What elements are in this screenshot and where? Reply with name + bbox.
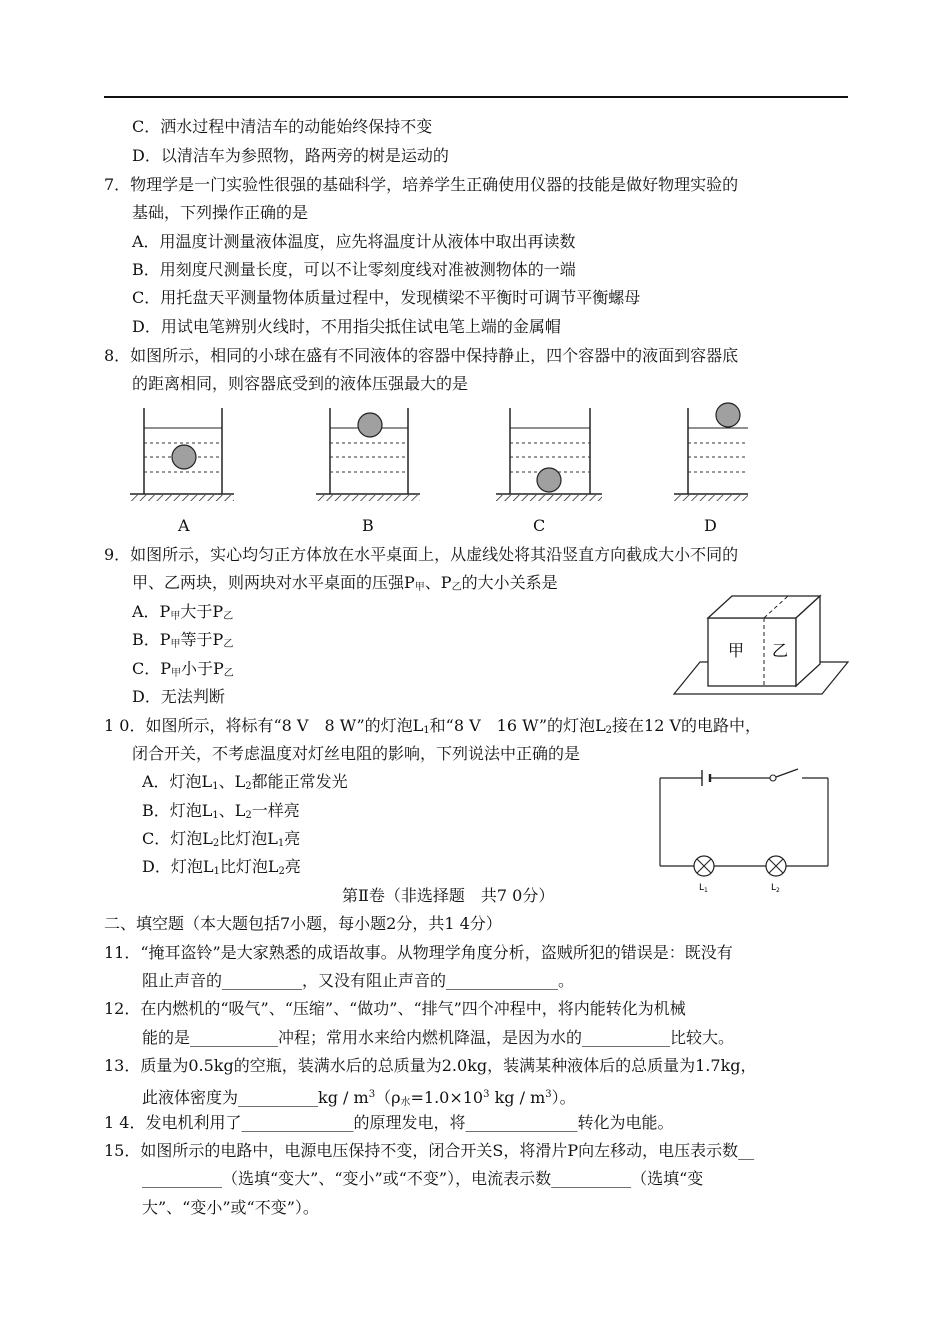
container-a xyxy=(130,408,234,501)
lamp-l2-label: $L_2$ xyxy=(771,883,780,894)
q9-option-d: D．无法判断 xyxy=(132,687,225,706)
q15-line1: 15．如图所示的电路中，电源电压保持不变，闭合开关S，将滑片P向左移动，电压表示数__ xyxy=(104,1141,755,1160)
q9-stem-line2: 甲、乙两块，则两块对水平桌面的压强$P_甲$、$P_乙$的大小关系是 xyxy=(132,573,558,593)
q12-line2: 能的是___________冲程；常用水来给内燃机降温，是因为水的___________比较大。 xyxy=(142,1028,735,1047)
q8-stem-line2: 的距离相同，则容器底受到的液体压强最大的是 xyxy=(132,374,469,393)
container-b xyxy=(316,408,420,501)
q10-option-d: D．灯泡$L_1$比灯泡$L_2$亮 xyxy=(142,857,301,877)
q6-option-c: C．洒水过程中清洁车的动能始终保持不变 xyxy=(132,117,433,136)
q10-option-a: A．灯泡$L_1$、$L_2$都能正常发光 xyxy=(142,772,348,792)
cube-label-yi: 乙 xyxy=(772,641,789,660)
switch xyxy=(776,769,798,777)
q7-stem-line1: 7．物理学是一门实验性很强的基础科学，培养学生正确使用仪器的技能是做好物理实验的 xyxy=(104,175,739,194)
ball-a xyxy=(172,445,196,469)
q10-option-b: B．灯泡$L_1$、$L_2$一样亮 xyxy=(142,801,300,821)
lamp-l1-icon xyxy=(694,856,714,876)
q10-stem-line1: 1 0．如图所示，将标有“8 V 8 W”的灯泡$L_1$和“8 V 16 W”的灯泡$L_2$接在12 V的电路中， xyxy=(104,716,762,736)
q7-option-c: C．用托盘天平测量物体质量过程中，发现横梁不平衡时可调节平衡螺母 xyxy=(132,288,641,307)
q12-line1: 12．在内燃机的“吸气”、“压缩”、“做功”、“排气”四个冲程中，将内能转化为机械 xyxy=(104,999,686,1018)
q7-option-a: A．用温度计测量液体温度，应先将温度计从液体中取出再读数 xyxy=(132,232,576,251)
q13-line2: 此液体密度为__________kg / $m^3(\rho_水=1.0\times 10^3$ kg / $m^3$）。 xyxy=(142,1088,576,1108)
ball-c xyxy=(537,468,561,492)
q15-line2: __________（选填“变大”、“变小”或“不变”），电流表示数__________（选填“变 xyxy=(142,1169,704,1188)
q8-label-c: C xyxy=(533,516,546,535)
q9-option-c: C．$P_甲$小于$P_乙$ xyxy=(132,659,234,679)
q8-containers-figure xyxy=(128,402,748,514)
lamp-l2-icon xyxy=(766,856,786,876)
q8-label-b: B xyxy=(362,516,374,535)
q8-stem-line1: 8．如图所示，相同的小球在盛有不同液体的容器中保持静止，四个容器中的液面到容器底 xyxy=(104,346,739,365)
section2-heading: 二、填空题（本大题包括7小题，每小题2分，共1 4分） xyxy=(104,914,502,933)
q8-label-a: A xyxy=(178,516,190,535)
q10-option-c: C．灯泡$L_2$比灯泡$L_1$亮 xyxy=(142,829,301,849)
q7-option-b: B．用刻度尺测量长度，可以不让零刻度线对准被测物体的一端 xyxy=(132,260,576,279)
q11-line2: 阻止声音的__________，又没有阻止声音的______________。 xyxy=(142,971,575,990)
q9-option-a: A．$P_甲$大于$P_乙$ xyxy=(132,602,234,622)
lamp-l1-label: $L_1$ xyxy=(699,883,708,894)
q7-option-d: D．用试电笔辨别火线时，不用指尖抵住试电笔上端的金属帽 xyxy=(132,317,561,336)
ball-b xyxy=(358,413,382,437)
q10-circuit-figure xyxy=(652,764,836,896)
q8-label-d: D xyxy=(704,516,717,535)
container-c xyxy=(496,408,602,501)
cube-label-jia: 甲 xyxy=(728,641,745,660)
part2-heading: 第Ⅱ卷（非选择题 共7 0分） xyxy=(342,886,555,905)
q14-line1: 1 4．发电机利用了______________的原理发电，将______________转化为电能。 xyxy=(104,1113,674,1132)
q9-cube-figure xyxy=(672,590,850,698)
q11-line1: 11．“掩耳盗铃”是大家熟悉的成语故事。从物理学角度分析，盗贼所犯的错误是：既没有 xyxy=(104,943,733,962)
q9-stem-line1: 9．如图所示，实心均匀正方体放在水平桌面上，从虚线处将其沿竖直方向截成大小不同的 xyxy=(104,545,739,564)
q7-stem-line2: 基础，下列操作正确的是 xyxy=(132,203,309,222)
q10-stem-line2: 闭合开关，不考虑温度对灯丝电阻的影响，下列说法中正确的是 xyxy=(132,744,581,763)
q13-line1: 13．质量为0.5kg的空瓶，装满水后的总质量为2.0kg，装满某种液体后的总质量为1.7kg， xyxy=(104,1056,757,1075)
container-d xyxy=(674,403,748,501)
ball-d xyxy=(716,403,740,427)
q6-option-d: D．以清洁车为参照物，路两旁的树是运动的 xyxy=(132,146,449,165)
q9-option-b: B．$P_甲$等于$P_乙$ xyxy=(132,630,234,650)
q15-line3: 大”、“变小”或“不变”）。 xyxy=(142,1198,319,1217)
top-rule xyxy=(104,96,848,98)
